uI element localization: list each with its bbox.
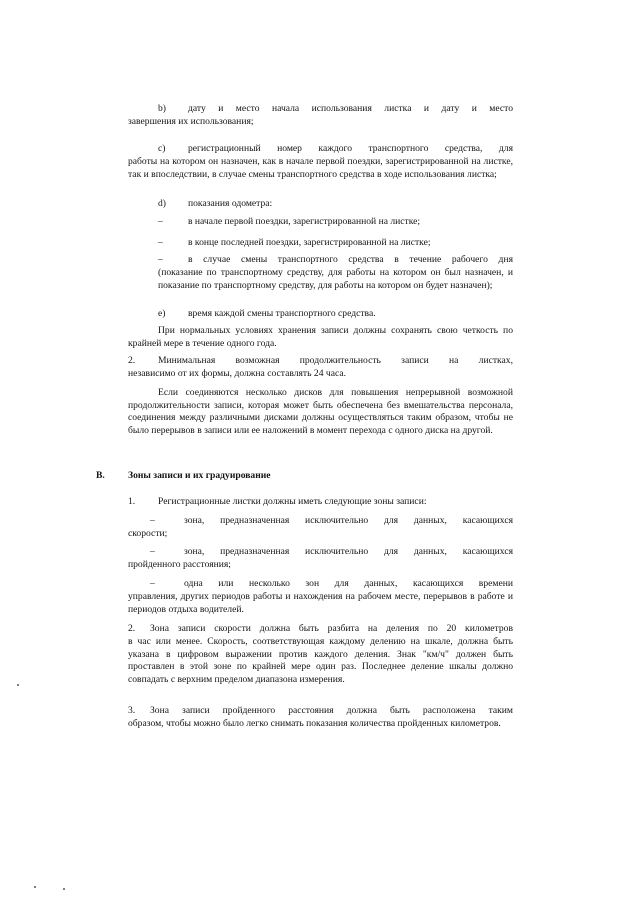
paragraph-2-continuation: независимо от их формы, должна составлять 24 часа. xyxy=(128,368,347,379)
zone-2-continuation: пройденного расстояния; xyxy=(128,559,231,570)
item-d3-first-line xyxy=(158,254,513,267)
zone-3-first-line xyxy=(150,578,513,591)
dash-marker: – xyxy=(158,237,163,248)
section-b-paragraph-3-continuation: образом, чтобы можно было легко снимать показания количества пройденных километров. xyxy=(128,718,501,729)
item-marker: e) xyxy=(158,308,166,319)
paragraph-text: Минимальная возможная продолжительность записи на листках, xyxy=(158,355,513,366)
item-marker: b) xyxy=(158,103,166,114)
item-c-first-line xyxy=(158,143,513,156)
dash-marker: – xyxy=(150,578,155,589)
zone-2-first-line xyxy=(150,546,513,559)
item-b-continuation: завершения их использования; xyxy=(128,116,254,127)
item-d2 xyxy=(158,237,431,250)
paragraph-number: 1. xyxy=(128,496,136,507)
discs-paragraph: Если соединяются несколько дисков для повышения непрерывной возможной продолжительности записи, которая может быть обеспечена без вмешательства персонала, соединения между различными дисками должны осуществляться таким образом, чтобы не было перерывов в записи или ее наложений в момент перехода с одного диска на другой. xyxy=(128,387,513,436)
section-b-paragraph-2-first-line xyxy=(128,623,513,636)
item-text: в конце последней поездки, зарегистрированной на листке; xyxy=(188,237,431,248)
item-text: в случае смены транспортного средства в течение рабочего дня xyxy=(188,254,513,265)
item-text: время каждой смены транспортного средства. xyxy=(188,308,376,319)
item-d xyxy=(158,198,272,211)
zone-text: зона, предназначенная исключительно для данных, касающихся xyxy=(184,546,513,557)
paragraph-number: 2. xyxy=(128,355,136,366)
storage-paragraph: При нормальных условиях хранения записи должны сохранять свою четкость по крайней мере в течение одного года. xyxy=(128,325,513,349)
section-b-paragraph-1 xyxy=(128,496,427,509)
item-d1 xyxy=(158,216,420,229)
zone-1-first-line xyxy=(150,515,513,528)
zone-1-continuation: скорости; xyxy=(128,528,168,539)
dash-marker: – xyxy=(150,546,155,557)
section-title: Зоны записи и их градуирование xyxy=(128,470,271,481)
zone-text: зона, предназначенная исключительно для данных, касающихся xyxy=(184,515,513,526)
section-letter: B. xyxy=(96,470,105,481)
scan-speck xyxy=(17,684,19,686)
item-marker: d) xyxy=(158,198,166,209)
zone-text: одна или несколько зон для данных, касающихся времени xyxy=(184,578,513,589)
section-b-paragraph-2-continuation: в час или менее. Скорость, соответствующая каждому делению на шкале, должна быть указана в цифровом выражении против каждого деления. Знак "км/ч" должен быть проставлен в этой зоне по крайней мере один раз. Последнее деление шкалы должно совпадать с верхним пределом диапазона измерения. xyxy=(128,636,513,685)
dash-marker: – xyxy=(150,515,155,526)
item-marker: c) xyxy=(158,143,166,154)
dash-marker: – xyxy=(158,216,163,227)
paragraph-text: Регистрационные листки должны иметь следующие зоны записи: xyxy=(158,496,427,507)
section-b-heading xyxy=(96,470,271,483)
paragraph-text: Зона записи скорости должна быть разбита на деления по 20 километров xyxy=(150,623,513,634)
item-c-continuation: работы на котором он назначен, как в начале первой поездки, зарегистрированной на листке, так и впоследствии, в случае смены транспортного средства в ходе использования листка; xyxy=(128,156,513,180)
item-text: в начале первой поездки, зарегистрированной на листке; xyxy=(188,216,421,227)
scan-speck xyxy=(63,888,65,890)
item-text: дату и место начала использования листка и дату и место xyxy=(188,103,513,114)
item-d3-continuation: (показание по транспортному средству, для работы на котором он был назначен, и показание по транспортному средству, для работы на котором он будет назначен); xyxy=(158,267,513,291)
item-text: регистрационный номер каждого транспортного средства, для xyxy=(188,143,513,154)
paragraph-number: 2. xyxy=(128,623,136,634)
item-b-first-line xyxy=(158,103,513,116)
scan-speck xyxy=(34,886,36,888)
paragraph-2-first-line xyxy=(128,355,513,368)
item-text: показания одометра: xyxy=(188,198,273,209)
paragraph-text: Зона записи пройденного расстояния должна быть расположена таким xyxy=(150,705,513,716)
section-b-paragraph-3-first-line xyxy=(128,705,513,718)
dash-marker: – xyxy=(158,254,163,265)
paragraph-number: 3. xyxy=(128,705,136,716)
zone-3-continuation: управления, других периодов работы и нахождения на рабочем месте, перерывов в работе и периодов отдыха водителей. xyxy=(128,591,513,615)
item-e xyxy=(158,308,376,321)
